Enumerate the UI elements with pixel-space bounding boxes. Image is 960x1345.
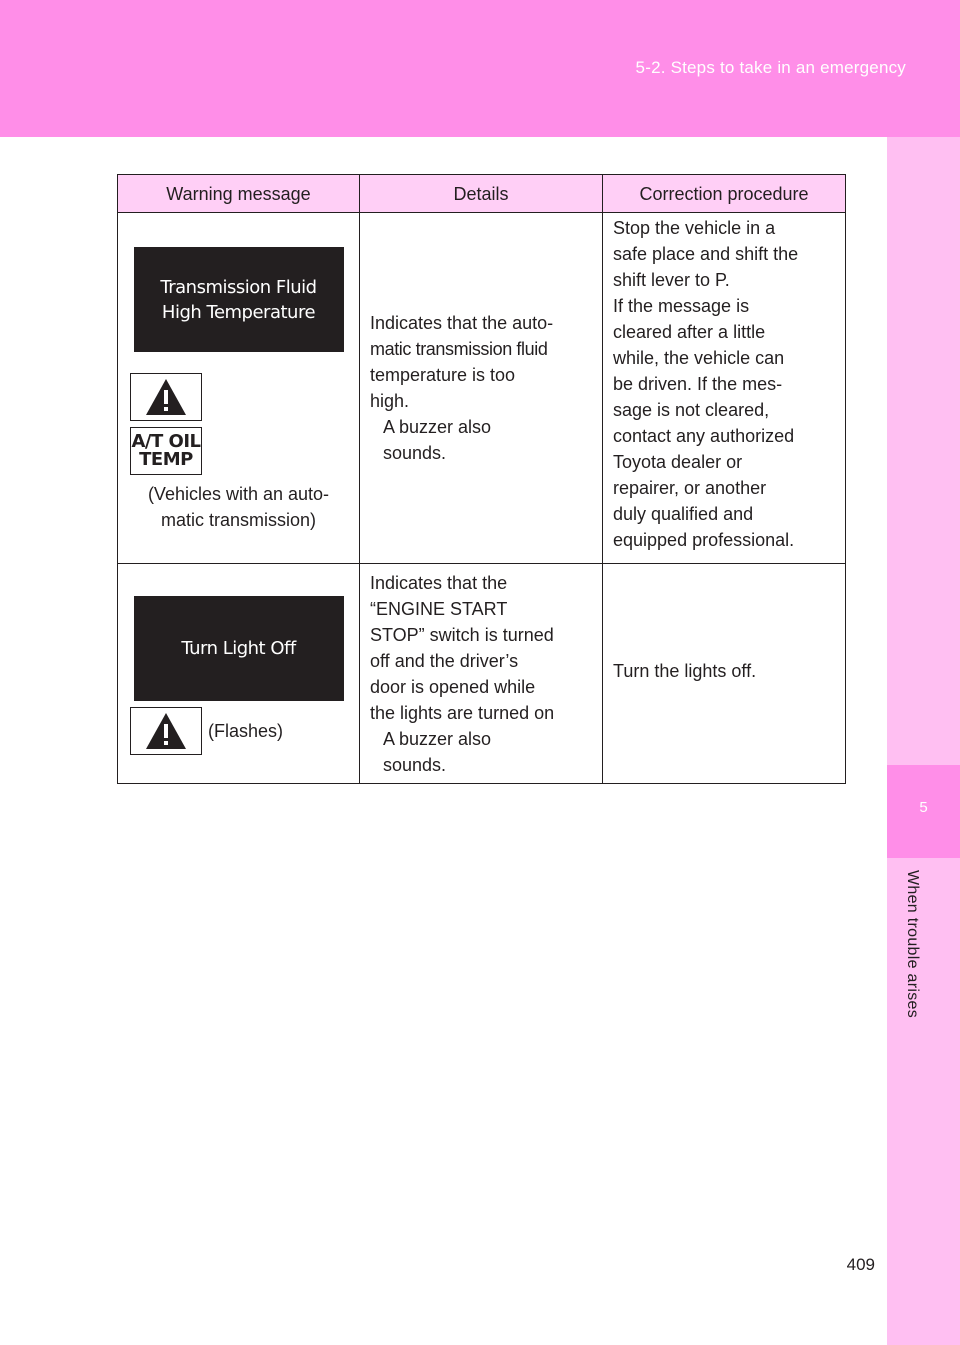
text-line: A buzzer also xyxy=(383,417,492,437)
text-line: shift lever to P. xyxy=(613,270,730,290)
table-header-row xyxy=(118,175,846,213)
text-line: sounds. xyxy=(383,443,447,463)
display-text-line: High Temperature xyxy=(161,301,316,323)
indicator-icons xyxy=(130,373,359,475)
text-line: contact any authorized xyxy=(613,426,795,446)
details-text xyxy=(370,310,592,414)
column-header-warning-message: Warning message xyxy=(118,175,360,213)
text-line: high. xyxy=(370,391,410,411)
warning-triangle-icon xyxy=(130,373,202,421)
text-line: Toyota dealer or xyxy=(613,452,743,472)
text-line: while, the vehicle can xyxy=(613,348,785,368)
text-line: Indicates that the xyxy=(370,572,508,593)
column-header-details: Details xyxy=(360,175,603,213)
caption-line: matic transmission) xyxy=(160,510,317,530)
text-line: Stop the vehicle in a xyxy=(613,218,776,238)
multi-info-display-message xyxy=(134,596,344,701)
flashes-label: (Flashes) xyxy=(208,721,284,741)
text-line: the lights are turned on xyxy=(370,702,555,723)
text-line: If the message is xyxy=(613,296,750,316)
multi-info-display-message xyxy=(134,247,344,352)
text-line: door is opened while xyxy=(370,676,536,697)
warning-triangle-icon xyxy=(130,707,202,755)
details-cell xyxy=(360,213,603,564)
display-text-line: Transmission Fluid xyxy=(160,276,317,298)
chapter-label: When trouble arises xyxy=(904,870,921,1018)
text-line: A buzzer also xyxy=(383,728,492,749)
indicator-icons xyxy=(130,707,359,755)
text-line: Indicates that the auto- xyxy=(370,313,554,333)
column-header-correction-procedure: Correction procedure xyxy=(603,175,846,213)
text-line: cleared after a little xyxy=(613,322,766,342)
text-line: off and the driver’s xyxy=(370,650,519,671)
buzzer-note xyxy=(370,726,592,778)
caption-line: (Vehicles with an auto- xyxy=(147,484,330,504)
text-line: temperature is too xyxy=(370,365,516,385)
buzzer-note xyxy=(370,414,592,466)
text-line: matic transmission fluid xyxy=(370,339,548,359)
icon-text-line: TEMP xyxy=(139,449,193,470)
warning-message-cell xyxy=(118,564,360,784)
chapter-number: 5 xyxy=(919,799,928,816)
text-line: STOP” switch is turned xyxy=(370,624,554,645)
text-line: duly qualified and xyxy=(613,504,754,524)
correction-cell xyxy=(603,213,846,564)
page-number: 409 xyxy=(846,1255,875,1274)
chapter-side-tab xyxy=(887,137,960,1345)
vehicle-condition-caption xyxy=(118,481,359,533)
section-title: 5-2. Steps to take in an emergency xyxy=(635,58,906,77)
at-oil-temp-icon xyxy=(130,427,202,475)
text-line: repairer, or another xyxy=(613,478,767,498)
icon-text-line: A/T OIL xyxy=(131,431,201,452)
table-row xyxy=(118,564,846,784)
correction-cell xyxy=(603,564,846,784)
warning-message-cell xyxy=(118,213,360,564)
display-text-line: Turn Light Off xyxy=(181,638,296,659)
warning-message-table xyxy=(117,174,846,784)
text-line: safe place and shift the xyxy=(613,244,799,264)
text-line: be driven. If the mes- xyxy=(613,374,783,394)
text-line: “ENGINE START xyxy=(370,598,508,619)
details-text xyxy=(370,570,592,726)
text-line: sage is not cleared, xyxy=(613,400,770,420)
text-line: Turn the lights off. xyxy=(613,660,757,681)
text-line: sounds. xyxy=(383,754,447,775)
text-line: equipped professional. xyxy=(613,530,795,550)
details-cell xyxy=(360,564,603,784)
chapter-number-block xyxy=(887,765,960,858)
table-row xyxy=(118,213,846,564)
